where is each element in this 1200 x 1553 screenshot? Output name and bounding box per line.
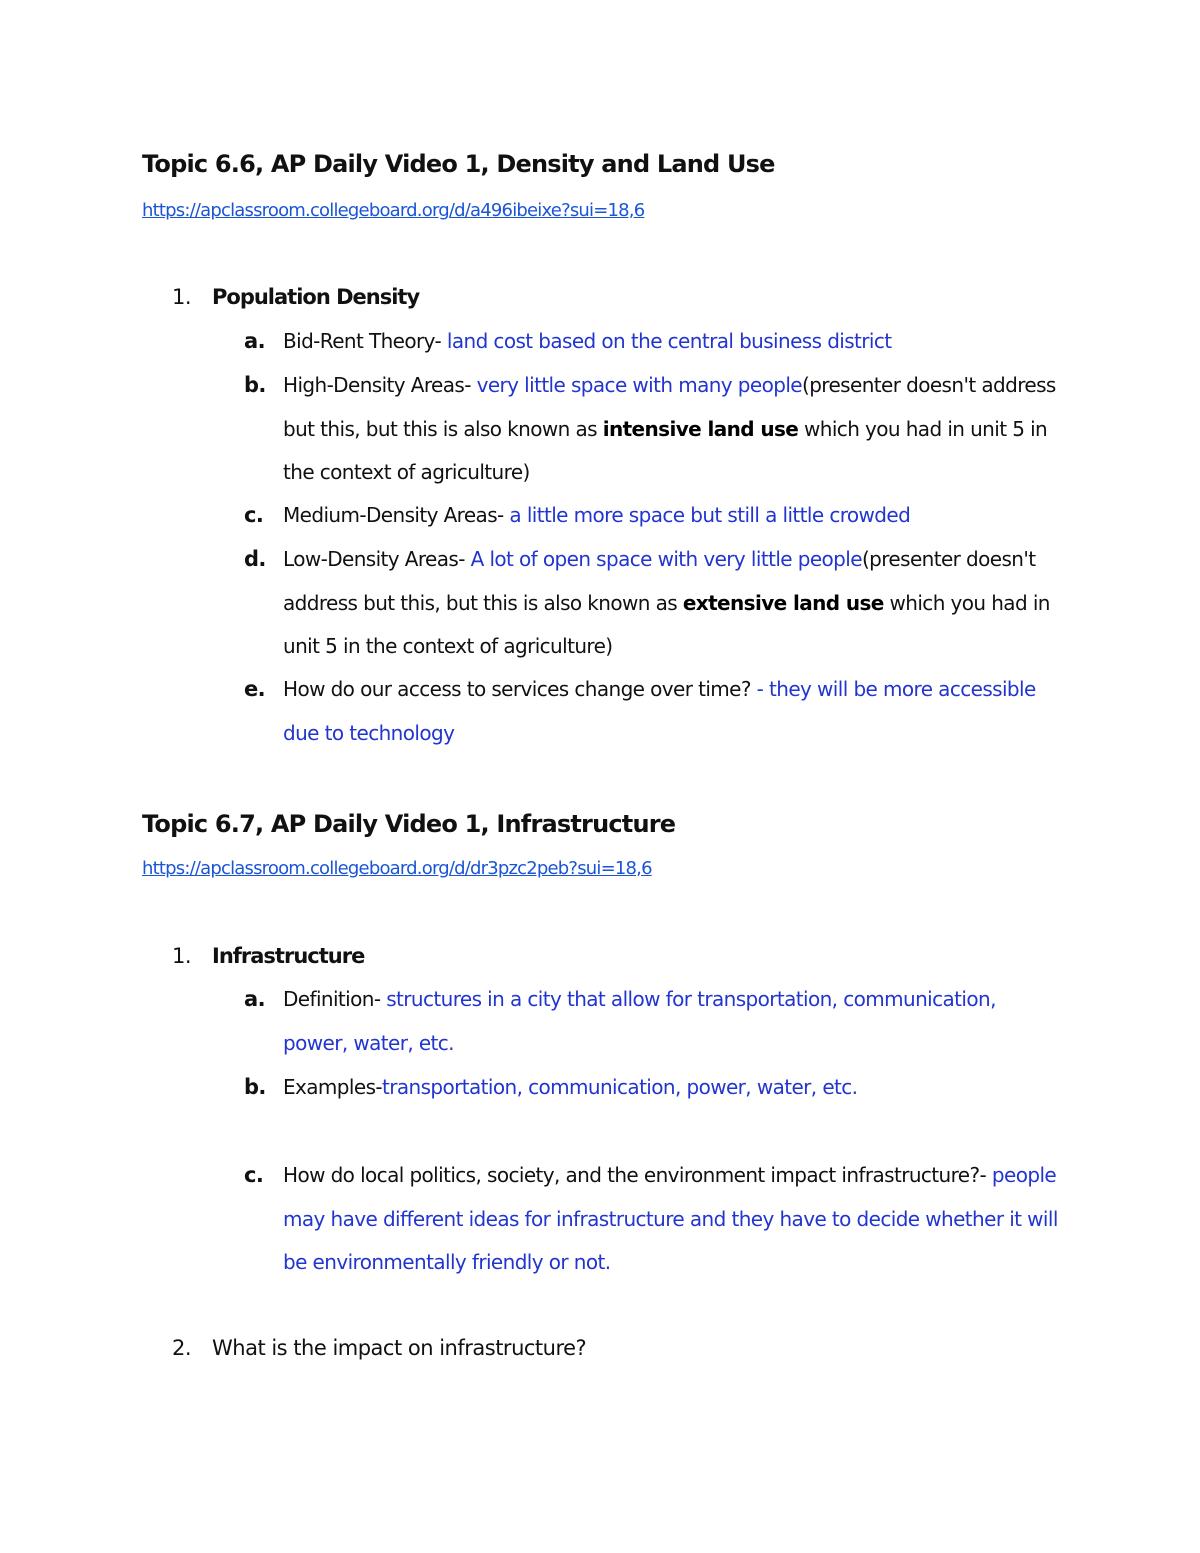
question-number: 2.	[172, 1336, 192, 1360]
item-marker: e.	[244, 677, 266, 701]
item-answer: transportation, communication, power, water, etc.	[382, 1075, 858, 1099]
section-heading: Topic 6.7, AP Daily Video 1, Infrastructure	[142, 810, 676, 838]
list-item	[244, 494, 1064, 538]
item-label: Examples-	[283, 1075, 383, 1099]
question-text: What is the impact on infrastructure?	[212, 1336, 587, 1360]
list-item	[244, 364, 1064, 495]
item-emphasis: extensive land use	[682, 590, 884, 615]
item-label: How do our access to services change over time?	[283, 677, 751, 701]
item-answer: a little more space but still a little crowded	[503, 503, 911, 527]
outline-number: 1.	[172, 285, 192, 309]
item-marker: b.	[244, 1075, 266, 1099]
item-answer: people may have different ideas for infrastructure and they have to decide whether it will be environmentally friendly or not.	[283, 1163, 1058, 1274]
list-item	[244, 320, 1064, 364]
item-note: which you had in unit 5 in the context of agriculture)	[283, 416, 1048, 484]
item-label: Bid-Rent Theory-	[283, 329, 442, 353]
question-item	[172, 1336, 586, 1360]
outline-title: Population Density	[212, 285, 420, 309]
list-item	[244, 668, 1064, 755]
list-item	[244, 1066, 1064, 1110]
item-answer: A lot of open space with very little people	[464, 547, 862, 571]
outline-number: 1.	[172, 944, 192, 968]
item-marker: a.	[244, 329, 265, 353]
item-label: Definition-	[283, 987, 381, 1011]
item-label: How do local politics, society, and the environment impact infrastructure?-	[283, 1163, 987, 1187]
list-item	[244, 538, 1064, 669]
section-heading: Topic 6.6, AP Daily Video 1, Density and Land Use	[142, 150, 775, 178]
list-item	[244, 1154, 1064, 1285]
item-marker: c.	[244, 503, 264, 527]
item-answer: structures in a city that allow for transportation, communication, power, water, etc.	[283, 987, 996, 1055]
item-marker: b.	[244, 373, 266, 397]
item-marker: d.	[244, 547, 266, 571]
item-marker: c.	[244, 1163, 264, 1187]
list-item	[244, 978, 1064, 1065]
item-marker: a.	[244, 987, 265, 1011]
item-answer: land cost based on the central business district	[441, 329, 892, 353]
item-emphasis: intensive land use	[602, 416, 799, 441]
item-note: which you had in unit 5 in the context of agriculture)	[283, 590, 1050, 658]
item-label: Low-Density Areas-	[283, 547, 465, 571]
outline-heading	[172, 285, 419, 309]
item-answer: very little space with many people	[470, 373, 802, 397]
video-link[interactable]: https://apclassroom.collegeboard.org/d/a496ibeixe?sui=18,6	[142, 200, 645, 221]
item-note: (presenter doesn't address but this, but this is also known as	[283, 373, 1056, 441]
outline-heading	[172, 944, 364, 968]
video-link[interactable]: https://apclassroom.collegeboard.org/d/dr3pzc2peb?sui=18,6	[142, 858, 652, 879]
item-label: Medium-Density Areas-	[283, 503, 504, 527]
item-label: High-Density Areas-	[283, 373, 471, 397]
outline-title: Infrastructure	[212, 944, 365, 968]
item-answer: - they will be more accessible due to technology	[283, 677, 1036, 745]
item-note: (presenter doesn't address but this, but this is also known as	[283, 547, 1036, 615]
